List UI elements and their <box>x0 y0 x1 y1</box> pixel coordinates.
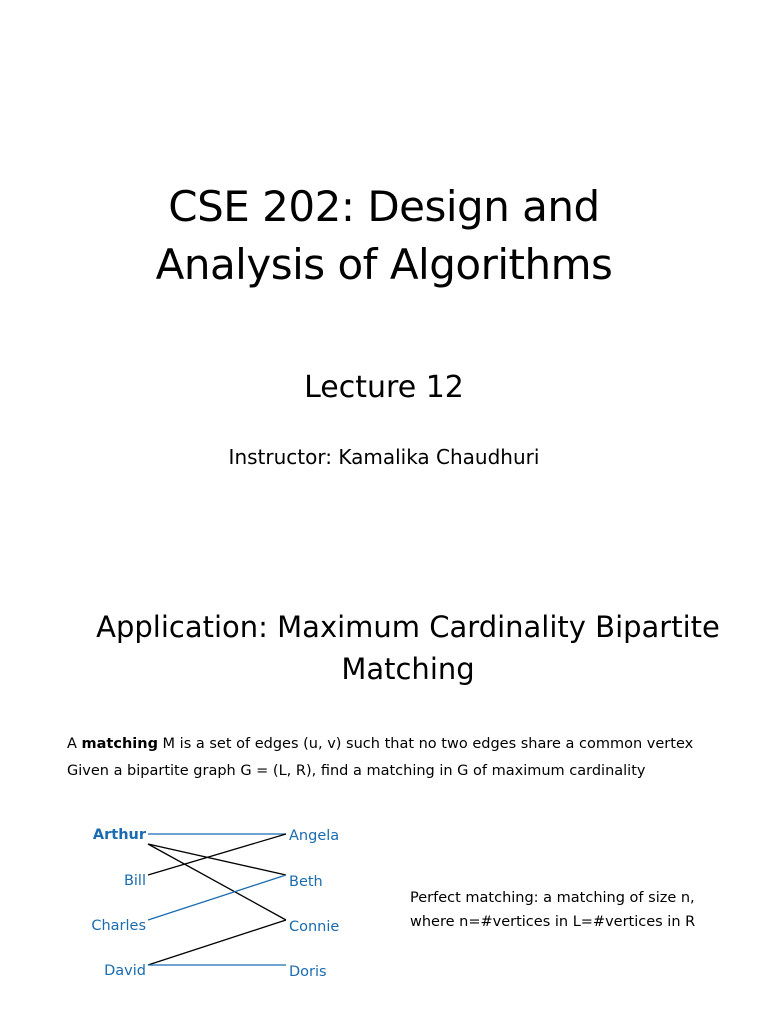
left-vertex-arthur: Arthur <box>92 827 146 843</box>
problem-statement: Given a bipartite graph G = (L, R), find a matching in G of maximum cardinality <box>67 763 646 779</box>
note-line1: Perfect matching: a matching of size n, <box>410 890 695 906</box>
definition-prefix: A <box>67 736 82 752</box>
right-vertex-angela: Angela <box>289 828 340 844</box>
note-line2: where n=#vertices in L=#vertices in R <box>410 914 696 930</box>
section-title-line2: Matching <box>341 652 475 686</box>
edge-arthur-beth <box>148 844 286 875</box>
slide-title-line1: CSE 202: Design and <box>168 182 600 231</box>
left-vertex-bill: Bill <box>123 873 146 889</box>
lecture-number: Lecture 12 <box>304 370 464 405</box>
edge-david-connie <box>148 920 286 965</box>
slide-title-line2: Analysis of Algorithms <box>155 240 613 289</box>
right-vertex-beth: Beth <box>289 874 323 890</box>
definition-term: matching <box>81 736 158 752</box>
section-title-line1: Application: Maximum Cardinality Bipartite <box>96 610 720 644</box>
left-vertex-david: David <box>104 963 146 979</box>
right-vertex-doris: Doris <box>289 964 327 980</box>
instructor-name: Instructor: Kamalika Chaudhuri <box>228 445 540 469</box>
left-vertex-charles: Charles <box>91 918 146 934</box>
definition-rest: M is a set of edges (u, v) such that no two edges share a common vertex <box>157 736 694 752</box>
edge-bill-angela <box>148 834 286 875</box>
right-vertex-connie: Connie <box>289 919 340 935</box>
